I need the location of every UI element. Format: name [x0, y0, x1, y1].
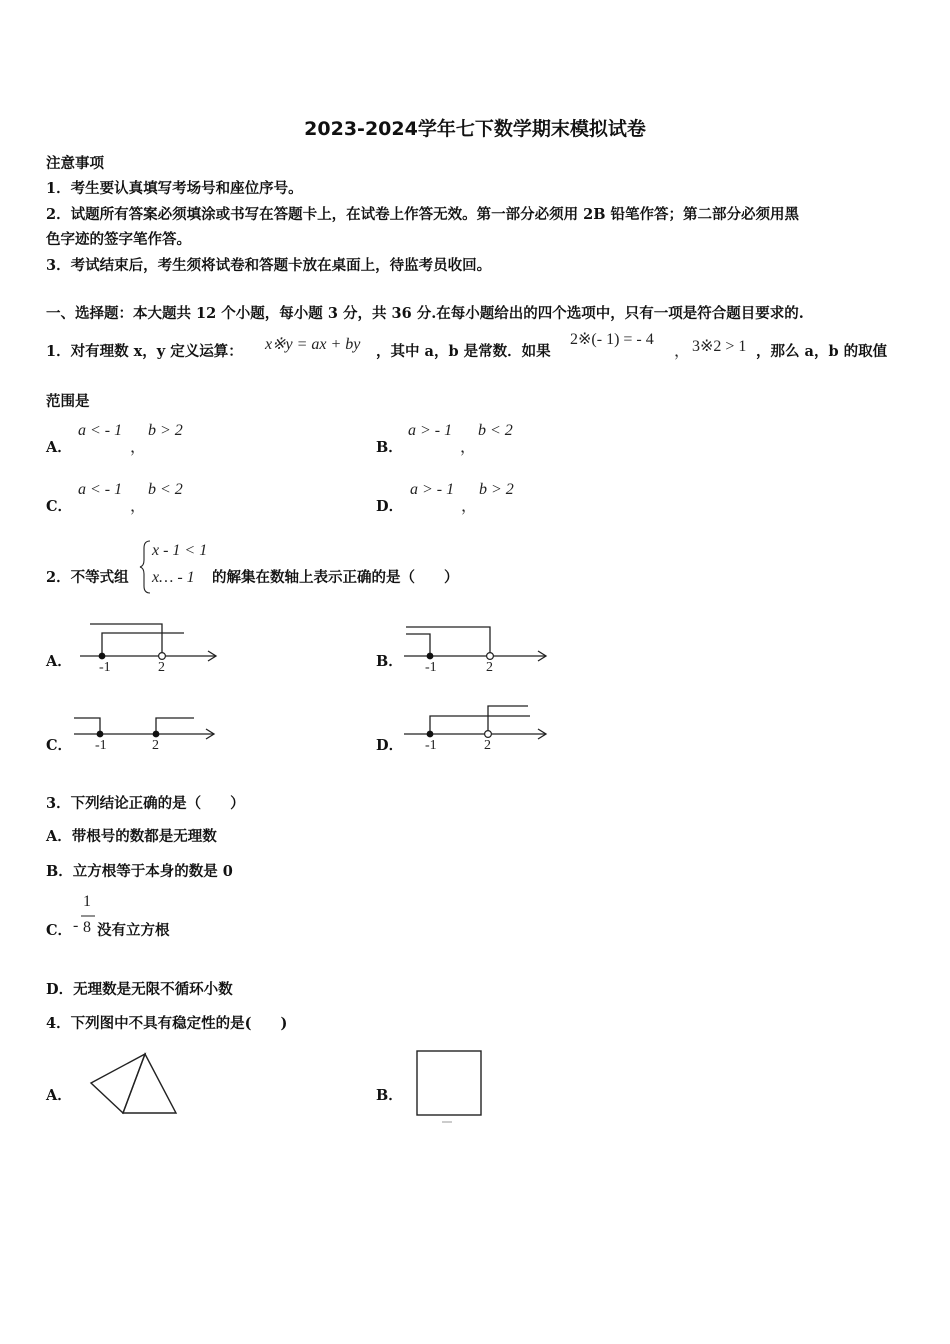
- q4-option-b-label: B．: [376, 1087, 403, 1104]
- q1-lead: 1．对有理数 x，y 定义运算：: [46, 343, 243, 360]
- q4-option-b-square: [414, 1048, 484, 1124]
- q2-b-tick-left: -1: [425, 660, 437, 675]
- q3-option-c-text: 没有立方根: [97, 922, 170, 939]
- page-title: 2023-2024学年七下数学期末模拟试卷: [304, 118, 646, 140]
- q1-option-d-label: D．: [376, 498, 404, 515]
- q1-condition-2: 3※2 > 1: [692, 338, 747, 355]
- q1-tail-2: 范围是: [46, 393, 90, 410]
- section-heading: 一、选择题：本大题共 12 个小题，每小题 3 分，共 36 分.在每小题给出的四个选项中，只有一项是符合题目要求的.: [46, 305, 804, 322]
- q2-option-d-label: D．: [376, 737, 404, 754]
- q3-fraction-bar: [81, 915, 95, 917]
- q3-option-d: D．无理数是无限不循环小数: [46, 981, 233, 998]
- q2-a-tick-right: 2: [158, 660, 165, 675]
- q2-d-tick-right: 2: [484, 738, 491, 753]
- q2-option-c-label: C．: [46, 737, 73, 754]
- q3-option-b: B．立方根等于本身的数是 0: [46, 863, 233, 880]
- notice-item-2-cont: 色字迹的签字笔作答。: [46, 231, 191, 248]
- q3-option-c-sign: -: [73, 917, 79, 934]
- q2-a-tick-left: -1: [99, 660, 111, 675]
- q2-inequality-1: x - 1 < 1: [152, 542, 208, 559]
- q1-option-b-comma: ，: [460, 439, 477, 456]
- notice-item-3: 3．考试结束后，考生须将试卷和答题卡放在桌面上，待监考员收回。: [46, 257, 492, 274]
- q1-option-d-cond2: b > 2: [479, 481, 514, 498]
- q1-option-b-cond1: a > - 1: [408, 422, 453, 439]
- q2-c-tick-right: 2: [152, 738, 159, 753]
- q1-option-b-cond2: b < 2: [478, 422, 513, 439]
- q1-option-a-label: A．: [46, 439, 72, 456]
- q3-option-c-numerator: 1: [83, 893, 91, 910]
- q4-option-a-label: A．: [46, 1087, 72, 1104]
- q4-option-a-triangles: [88, 1050, 180, 1118]
- q3-stem: 3．下列结论正确的是（ ）: [46, 795, 245, 812]
- q2-inequality-2: x… - 1: [152, 569, 195, 586]
- q2-option-a-label: A．: [46, 653, 72, 670]
- q2-option-a-number-line: [74, 618, 224, 680]
- q2-d-tick-left: -1: [425, 738, 437, 753]
- q1-option-d-comma: ，: [461, 498, 478, 515]
- q2-lead: 2．不等式组: [46, 569, 129, 586]
- q1-option-a-cond2: b > 2: [148, 422, 183, 439]
- notice-heading: 注意事项: [46, 155, 104, 172]
- q1-option-a-comma: ，: [130, 439, 147, 456]
- q1-separator: ，: [674, 343, 691, 360]
- q2-c-tick-left: -1: [95, 738, 107, 753]
- q1-option-c-cond1: a < - 1: [78, 481, 123, 498]
- notice-item-2: 2．试题所有答案必须填涂或书写在答题卡上，在试卷上作答无效。第一部分必须用 2B 铅笔作答；第二部分必须用黑: [46, 206, 800, 223]
- q1-option-c-comma: ，: [130, 498, 147, 515]
- q2-b-tick-right: 2: [486, 660, 493, 675]
- q1-formula: x※y = ax + by: [265, 336, 361, 353]
- q2-tail: 的解集在数轴上表示正确的是（ ）: [212, 569, 459, 586]
- notice-item-1: 1．考生要认真填写考场号和座位序号。: [46, 180, 303, 197]
- q1-option-a-cond1: a < - 1: [78, 422, 123, 439]
- q1-tail: ，那么 a，b 的取值: [756, 343, 888, 360]
- q3-option-c-denominator: 8: [83, 919, 91, 936]
- q2-brace: [140, 540, 152, 594]
- q3-option-c-label: C．: [46, 922, 73, 939]
- q4-stem: 4．下列图中不具有稳定性的是( ): [46, 1015, 288, 1032]
- q1-option-d-cond1: a > - 1: [410, 481, 455, 498]
- q1-condition-1: 2※(- 1) = - 4: [570, 331, 654, 348]
- q1-option-b-label: B．: [376, 439, 403, 456]
- q1-option-c-cond2: b < 2: [148, 481, 183, 498]
- q1-mid: ，其中 a，b 是常数．如果: [376, 343, 551, 360]
- q3-option-a: A．带根号的数都是无理数: [46, 828, 217, 845]
- q2-option-b-label: B．: [376, 653, 403, 670]
- q1-option-c-label: C．: [46, 498, 73, 515]
